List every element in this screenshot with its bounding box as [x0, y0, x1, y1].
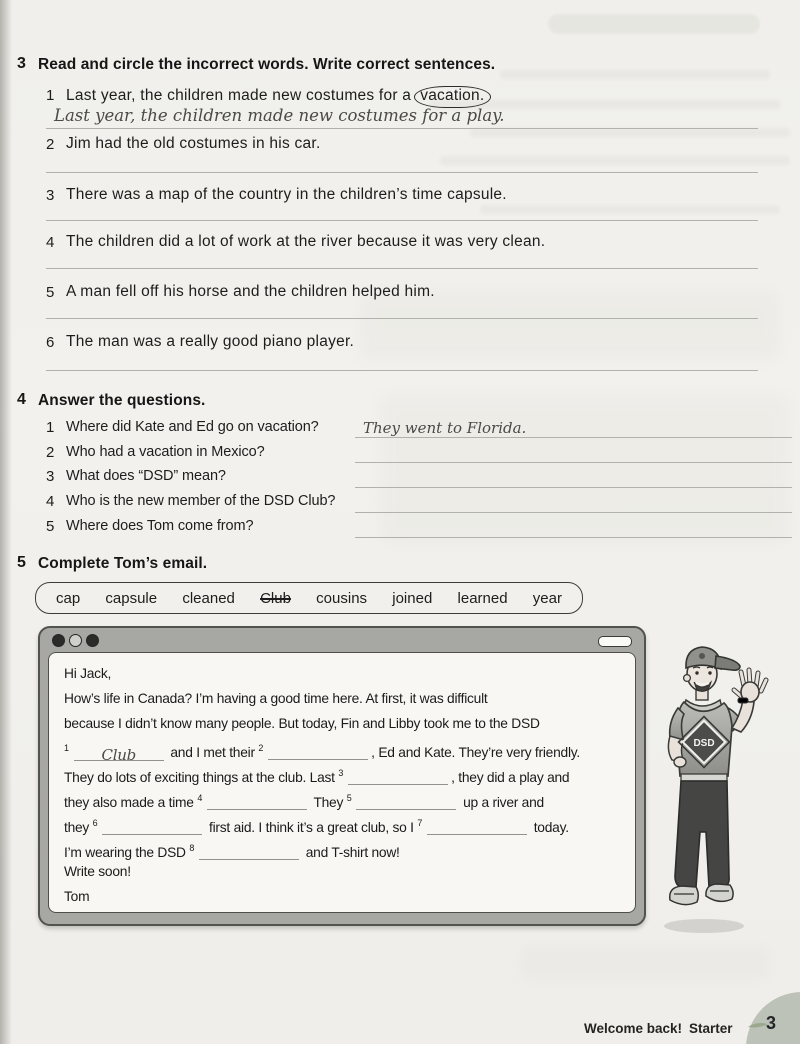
bleed-through-artifact: [500, 70, 770, 79]
email-text: I’m wearing the DSD: [64, 844, 186, 860]
bleed-through-artifact: [480, 205, 780, 214]
answer-line-3-6[interactable]: [46, 370, 758, 371]
email-text-line: because I didn’t know many people. But today, Fin and Libby took me to the DSD: [64, 715, 540, 731]
answer-line-3-3[interactable]: [46, 220, 758, 221]
bleed-through-artifact: [520, 945, 770, 980]
email-text-line: [64, 761, 620, 786]
item-number: 1: [46, 419, 55, 436]
email-blank-5[interactable]: [356, 793, 456, 810]
handwritten-answer-1: Last year, the children made new costumes for a play.: [54, 106, 505, 125]
item-number: 4: [46, 234, 55, 251]
word-bank-word: cleaned: [182, 589, 235, 607]
blank-number: 7: [417, 817, 423, 828]
email-closing: Write soon!: [64, 864, 131, 880]
email-text-line: [64, 836, 620, 861]
email-text: They do lots of exciting things at the club. Last: [64, 770, 335, 786]
item-number: 2: [46, 444, 55, 461]
email-blank-3[interactable]: [348, 768, 448, 785]
item-number: 5: [46, 284, 55, 301]
word-bank-word: joined: [392, 589, 433, 607]
email-text-line: How’s life in Canada? I’m having a good time here. At first, it was difficult: [64, 690, 488, 706]
item-sentence: [66, 86, 491, 108]
answer-line-4-2[interactable]: [355, 462, 792, 463]
item-sentence: There was a map of the country in the children’s time capsule.: [66, 186, 507, 203]
character-shadow: [664, 919, 744, 933]
email-text: , they did a play and: [451, 770, 570, 786]
answer-line-3-4[interactable]: [46, 268, 758, 269]
email-text: and I met their: [170, 745, 255, 761]
exercise-4-title: Answer the questions.: [38, 392, 206, 409]
email-text-line: [64, 811, 620, 836]
email-blank-8[interactable]: [199, 843, 299, 860]
answer-line-4-3[interactable]: [355, 487, 792, 488]
word-bank-word: learned: [457, 589, 508, 607]
blank-number: 1: [64, 743, 69, 754]
email-text: up a river and: [463, 794, 544, 810]
blank-number: 5: [346, 792, 352, 803]
word-bank-word: cap: [56, 589, 81, 607]
answer-line-3-2[interactable]: [46, 172, 758, 173]
exercise-5-number: 5: [17, 554, 26, 571]
word-bank-word-crossed-out: Club: [260, 589, 291, 607]
tom-character-illustration: [644, 628, 776, 940]
item-number: 1: [46, 87, 55, 104]
email-text: today.: [533, 819, 569, 835]
footer-level: Starter: [689, 1021, 733, 1036]
handwritten-answer-4-1: They went to Florida.: [363, 419, 527, 437]
email-signature: Tom: [64, 889, 90, 905]
page-number: 3: [766, 1013, 777, 1033]
email-blank-7[interactable]: [427, 818, 527, 835]
answer-line-4-4[interactable]: [355, 512, 792, 513]
item-number: 6: [46, 334, 55, 351]
window-dot-icon: [69, 634, 82, 647]
question-text: Where does Tom come from?: [66, 518, 254, 534]
email-text: they: [64, 819, 90, 835]
word-bank: [35, 582, 583, 614]
blank-number: 2: [258, 743, 264, 754]
bleed-through-artifact: [548, 14, 760, 34]
blank-number: 3: [338, 768, 344, 779]
bleed-through-artifact: [440, 156, 790, 165]
email-blank-1-fill: Club: [101, 746, 137, 765]
email-text: , Ed and Kate. They’re very friendly.: [371, 745, 580, 761]
circled-word: vacation.: [414, 86, 491, 108]
character-shirt-logo: DSD: [693, 738, 715, 749]
window-dot-icon: [86, 634, 99, 647]
email-greeting: Hi Jack,: [64, 666, 112, 681]
email-text-line: [64, 736, 620, 765]
item-number: 2: [46, 136, 55, 153]
item-number: 5: [46, 518, 55, 535]
email-blank-2[interactable]: [268, 743, 368, 760]
word-bank-word: cousins: [316, 589, 368, 607]
email-blank-6[interactable]: [102, 818, 202, 835]
item-sentence: The children did a lot of work at the river because it was very clean.: [66, 233, 546, 250]
item-sentence: The man was a really good piano player.: [66, 333, 355, 350]
minimize-button-icon: [598, 636, 632, 647]
question-text: Who had a vacation in Mexico?: [66, 444, 265, 460]
exercise-3-number: 3: [17, 55, 26, 72]
sentence-text: Last year, the children made new costumes for a: [66, 87, 412, 104]
answer-line-3-1[interactable]: [46, 128, 758, 129]
exercise-3-title: Read and circle the incorrect words. Write correct sentences.: [38, 56, 496, 73]
blank-number: 4: [197, 792, 203, 803]
email-text-line: [64, 786, 620, 811]
email-body: [48, 652, 636, 913]
item-sentence: A man fell off his horse and the children helped him.: [66, 283, 435, 300]
word-bank-word: capsule: [105, 589, 158, 607]
blank-number: 6: [92, 817, 98, 828]
blank-number: 8: [189, 842, 195, 853]
email-text: first aid. I think it’s a great club, so I: [209, 819, 414, 835]
email-blank-4[interactable]: [207, 793, 307, 810]
bleed-through-artifact: [380, 395, 790, 545]
window-dot-icon: [52, 634, 65, 647]
email-window: [38, 626, 646, 926]
question-text: What does “DSD” mean?: [66, 468, 226, 484]
item-number: 3: [46, 468, 55, 485]
item-number: 4: [46, 493, 55, 510]
email-text: and T-shirt now!: [305, 844, 400, 860]
exercise-5-title: Complete Tom’s email.: [38, 555, 208, 572]
answer-line-4-5[interactable]: [355, 537, 792, 538]
exercise-4-number: 4: [17, 391, 26, 408]
item-sentence: Jim had the old costumes in his car.: [66, 135, 321, 152]
question-text: Who is the new member of the DSD Club?: [66, 493, 336, 509]
bleed-through-artifact: [470, 128, 790, 137]
answer-line-3-5[interactable]: [46, 318, 758, 319]
item-number: 3: [46, 187, 55, 204]
email-text: They: [313, 794, 344, 810]
email-text: they also made a time: [64, 794, 194, 810]
word-bank-word: year: [532, 589, 562, 607]
email-blank-1[interactable]: [74, 744, 164, 765]
footer-unit-title: Welcome back!: [584, 1021, 683, 1036]
answer-line-4-1[interactable]: [355, 437, 792, 438]
question-text: Where did Kate and Ed go on vacation?: [66, 419, 319, 435]
page-left-edge-shadow: [0, 0, 12, 1044]
